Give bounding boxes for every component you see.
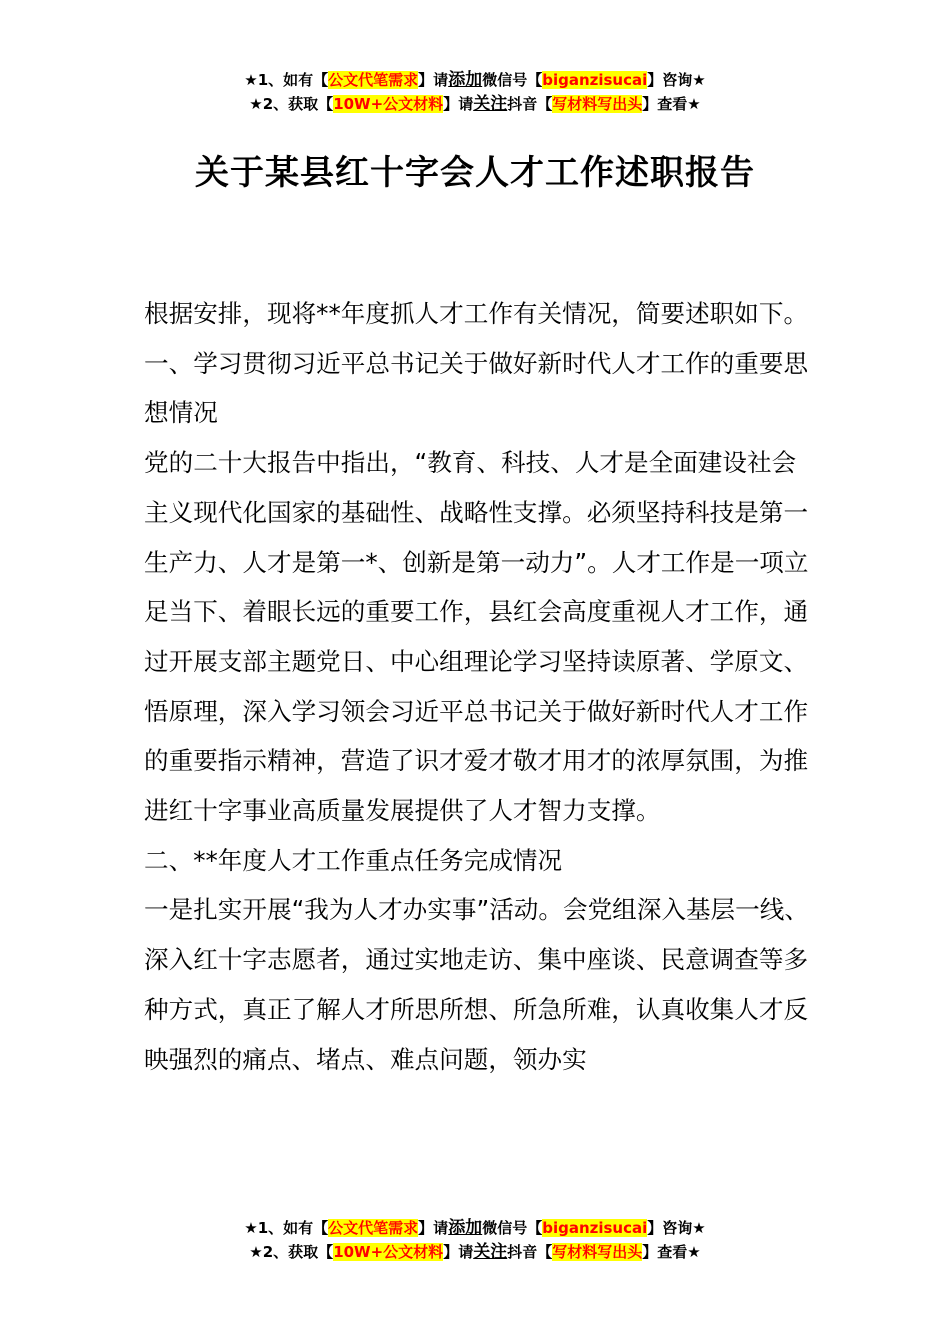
body-paragraph: 党的二十大报告中指出，“教育、科技、人才是全面建设社会主义现代化国家的基础性、战略性支撑。必须坚持科技是第一生产力、人才是第一*、创新是第一动力”。人才工作是一项立足当下、着眼长远的重要工作，县红会高度重视人才工作，通过开展支部主题党日、中心组理论学习坚持读原著、学原文、悟原理，深入学习领会习近平总书记关于做好新时代人才工作的重要指示精神，营造了识才爱才敬才用才的浓厚氛围，为推进红十字事业高质量发展提供了人才智力支撑。 [144,448,809,826]
highlight-service: 公文代笔需求 [328,1219,419,1237]
highlight-wechat-id: biganzisucai [542,71,648,89]
highlight-service: 公文代笔需求 [328,71,419,89]
promo-line-2: ★2、获取【10W+公文材料】请关注抖音【写材料写出头】查看★ [249,94,701,114]
highlight-materials: 10W+公文材料 [333,1243,444,1261]
footer-promo-banner [0,1216,950,1264]
promo-line-1: ★1、如有【公文代笔需求】请添加微信号【biganzisucai】咨询★ [244,1218,706,1238]
section-heading-1: 一、学习贯彻习近平总书记关于做好新时代人才工作的重要思想情况 [144,348,809,428]
highlight-douyin-account: 写材料写出头 [552,95,643,113]
section-heading-2: 二、**年度人才工作重点任务完成情况 [144,845,563,875]
emphasis-follow: 关注 [473,94,508,114]
body-paragraph: 一是扎实开展“我为人才办实事”活动。会党组深入基层一线、深入红十字志愿者，通过实地走访、集中座谈、民意调查等多种方式，真正了解人才所思所想、所急所难，认真收集人才反映强烈的痛点、堵点、难点问题，领办实 [144,895,809,1074]
highlight-materials: 10W+公文材料 [333,95,444,113]
header-promo-banner [0,68,950,116]
intro-paragraph: 根据安排，现将**年度抓人才工作有关情况，简要述职如下。 [144,299,809,328]
promo-line-1: ★1、如有【公文代笔需求】请添加微信号【biganzisucai】咨询★ [244,70,706,90]
emphasis-add: 添加 [448,1218,483,1238]
highlight-douyin-account: 写材料写出头 [552,1243,643,1261]
emphasis-follow: 关注 [473,1242,508,1262]
promo-line-2: ★2、获取【10W+公文材料】请关注抖音【写材料写出头】查看★ [249,1242,701,1262]
highlight-wechat-id: biganzisucai [542,1219,648,1237]
emphasis-add: 添加 [448,70,483,90]
document-title: 关于某县红十字会人才工作述职报告 [195,153,755,193]
document-body [144,289,809,1084]
